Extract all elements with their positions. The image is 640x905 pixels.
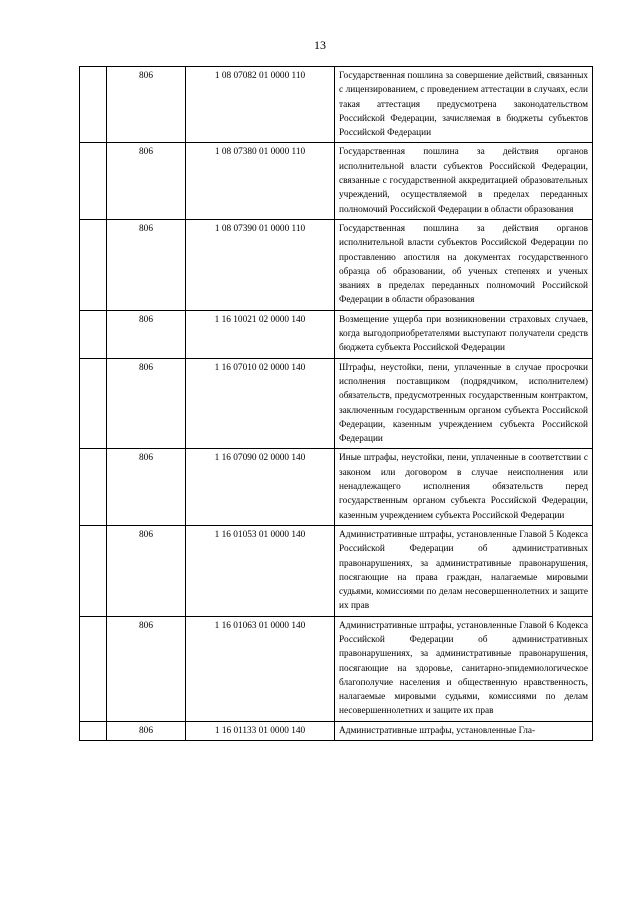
revenue-codes-table [79, 66, 593, 741]
page-number: 13 [314, 38, 326, 52]
table-row [80, 616, 593, 721]
budget-code-cell: 1 16 07010 02 0000 140 [186, 358, 335, 449]
blank-cell [80, 143, 107, 219]
budget-code-cell: 1 08 07082 01 0000 110 [186, 67, 335, 143]
blank-cell [80, 525, 107, 616]
admin-code-cell: 806 [107, 721, 186, 740]
table-row [80, 67, 593, 143]
revenue-name-cell: Государственная пошлина за действия органов исполнительной власти субъектов Российской Федерации, связанные с государственной аккредитацией образовательных учреждений, осуществляемой в пределах переданных полномочий Российской Федерации в области образования [335, 143, 593, 219]
table-row [80, 358, 593, 449]
admin-code-cell: 806 [107, 616, 186, 721]
admin-code-cell: 806 [107, 525, 186, 616]
admin-code-cell: 806 [107, 219, 186, 310]
blank-cell [80, 310, 107, 358]
budget-code-cell: 1 08 07390 01 0000 110 [186, 219, 335, 310]
revenue-name-cell: Штрафы, неустойки, пени, уплаченные в случае просрочки исполнения поставщиком (подрядчиком, исполнителем) обязательств, предусмотренных государственным контрактом, заключенным государственным органом субъекта Российской Федерации, казенным учреждением субъекта Российской Федерации [335, 358, 593, 449]
budget-code-cell: 1 16 10021 02 0000 140 [186, 310, 335, 358]
table-row [80, 721, 593, 740]
blank-cell [80, 358, 107, 449]
table-row [80, 449, 593, 525]
blank-cell [80, 616, 107, 721]
revenue-name-cell: Иные штрафы, неустойки, пени, уплаченные в соответствии с законом или договором в случае неисполнения или ненадлежащего исполнения обязательств перед государственным органом субъекта Российской Федерации, казенным учреждением субъекта Российской Федерации [335, 449, 593, 525]
revenue-name-cell: Административные штрафы, установленные Главой 5 Кодекса Российской Федерации об административных правонарушениях, за административные правонарушения, посягающие на права граждан, налагаемые мировыми судьями, комиссиями по делам несовершеннолетних и защите их прав [335, 525, 593, 616]
blank-cell [80, 219, 107, 310]
budget-code-cell: 1 16 07090 02 0000 140 [186, 449, 335, 525]
budget-code-cell: 1 16 01063 01 0000 140 [186, 616, 335, 721]
budget-code-cell: 1 16 01053 01 0000 140 [186, 525, 335, 616]
revenue-name-cell: Государственная пошлина за действия органов исполнительной власти субъектов Российской Федерации по проставлению апостиля на документах государственного образца об образовании, об ученых степенях и ученых званиях в пределах переданных полномочий Российской Федерации в области образования [335, 219, 593, 310]
table-row [80, 525, 593, 616]
blank-cell [80, 721, 107, 740]
table-row [80, 143, 593, 219]
blank-cell [80, 449, 107, 525]
admin-code-cell: 806 [107, 67, 186, 143]
table-row [80, 310, 593, 358]
blank-cell [80, 67, 107, 143]
revenue-name-cell: Возмещение ущерба при возникновении страховых случаев, когда выгодоприобретателями выступают получатели средств бюджета субъекта Российской Федерации [335, 310, 593, 358]
revenue-name-cell: Государственная пошлина за совершение действий, связанных с лицензированием, с проведением аттестации в случаях, если такая аттестация предусмотрена законодательством Российской Федерации, зачисляемая в бюджеты субъектов Российской Федерации [335, 67, 593, 143]
budget-code-cell: 1 16 01133 01 0000 140 [186, 721, 335, 740]
revenue-name-cell: Административные штрафы, установленные Главой 6 Кодекса Российской Федерации об административных правонарушениях, за административные правонарушения, посягающие на здоровье, санитарно-эпидемиологическое благополучие населения и общественную нравственность, налагаемые мировыми судьями, комиссиями по делам несовершеннолетних и защите их прав [335, 616, 593, 721]
revenue-name-cell: Административные штрафы, установленные Гла- [335, 721, 593, 740]
admin-code-cell: 806 [107, 358, 186, 449]
admin-code-cell: 806 [107, 310, 186, 358]
admin-code-cell: 806 [107, 449, 186, 525]
budget-code-cell: 1 08 07380 01 0000 110 [186, 143, 335, 219]
admin-code-cell: 806 [107, 143, 186, 219]
table-row [80, 219, 593, 310]
table-body [80, 67, 593, 741]
